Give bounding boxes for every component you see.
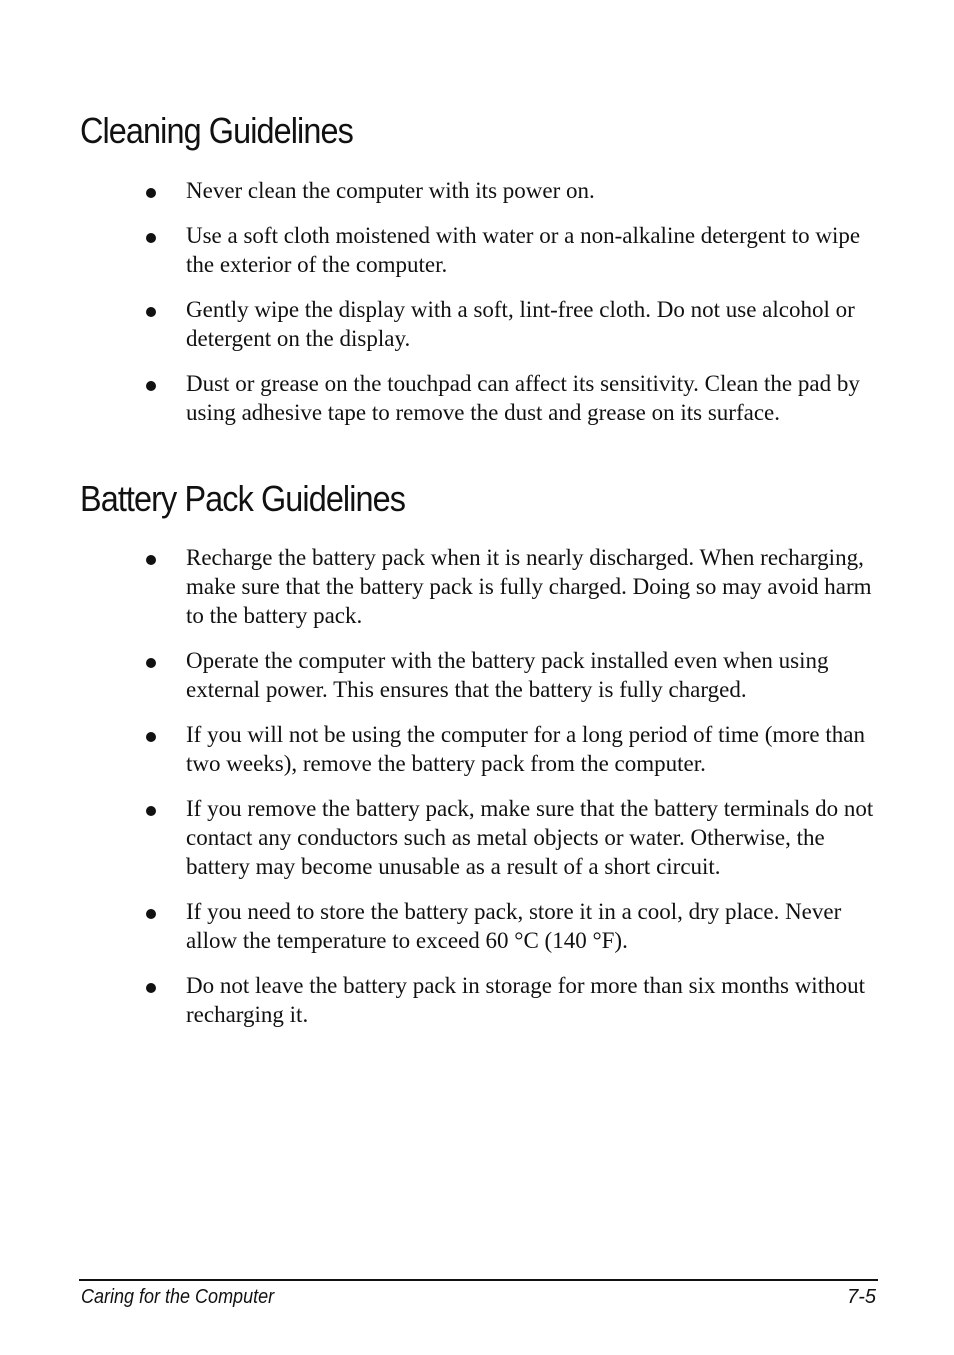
- list-item: [0, 295, 878, 353]
- list-item-text: Never clean the computer with its power on.: [186, 178, 595, 203]
- footer-chapter-title: Caring for the Computer: [81, 1286, 275, 1308]
- footer-page-number: 7-5: [847, 1286, 876, 1308]
- list-item: [0, 897, 878, 955]
- bullet-icon: [146, 983, 156, 993]
- list-item-text: Use a soft cloth moistened with water or a non-alkaline detergent to wipe the exterior of the computer.: [186, 223, 861, 277]
- section-heading-battery: Battery Pack Guidelines: [80, 478, 406, 519]
- list-item-text: Dust or grease on the touchpad can affect its sensitivity. Clean the pad by using adhesive tape to remove the dust and grease on its surface.: [186, 371, 860, 425]
- list-item-text: If you need to store the battery pack, store it in a cool, dry place. Never allow the temperature to exceed 60 °C (140 °F).: [186, 899, 842, 953]
- list-item-text: Recharge the battery pack when it is nearly discharged. When recharging, make sure that the battery pack is fully charged. Doing so may avoid harm to the battery pack.: [186, 545, 872, 628]
- bullet-icon: [146, 658, 156, 668]
- list-item-text: Gently wipe the display with a soft, lint-free cloth. Do not use alcohol or detergent on the display.: [186, 297, 855, 351]
- battery-guidelines-list: [0, 543, 878, 1045]
- list-item: [0, 369, 878, 427]
- cleaning-guidelines-list: [0, 176, 878, 443]
- bullet-icon: [146, 188, 156, 198]
- list-item: [0, 971, 878, 1029]
- bullet-icon: [146, 909, 156, 919]
- footer-divider: [79, 1279, 878, 1281]
- bullet-icon: [146, 307, 156, 317]
- section-heading-cleaning: Cleaning Guidelines: [80, 110, 353, 151]
- list-item-text: If you remove the battery pack, make sure that the battery terminals do not contact any conductors such as metal objects or water. Otherwise, the battery may become unusable as a result of a short circuit.: [186, 796, 874, 879]
- list-item: [0, 720, 878, 778]
- list-item: [0, 794, 878, 881]
- list-item-text: If you will not be using the computer for a long period of time (more than two weeks), remove the battery pack from the computer.: [186, 722, 865, 776]
- bullet-icon: [146, 806, 156, 816]
- list-item-text: Do not leave the battery pack in storage for more than six months without recharging it.: [186, 973, 865, 1027]
- list-item: [0, 221, 878, 279]
- bullet-icon: [146, 233, 156, 243]
- list-item: [0, 543, 878, 630]
- bullet-icon: [146, 555, 156, 565]
- bullet-icon: [146, 381, 156, 391]
- list-item: [0, 176, 878, 205]
- list-item: [0, 646, 878, 704]
- bullet-icon: [146, 732, 156, 742]
- list-item-text: Operate the computer with the battery pack installed even when using external power. This ensures that the battery is fully charged.: [186, 648, 829, 702]
